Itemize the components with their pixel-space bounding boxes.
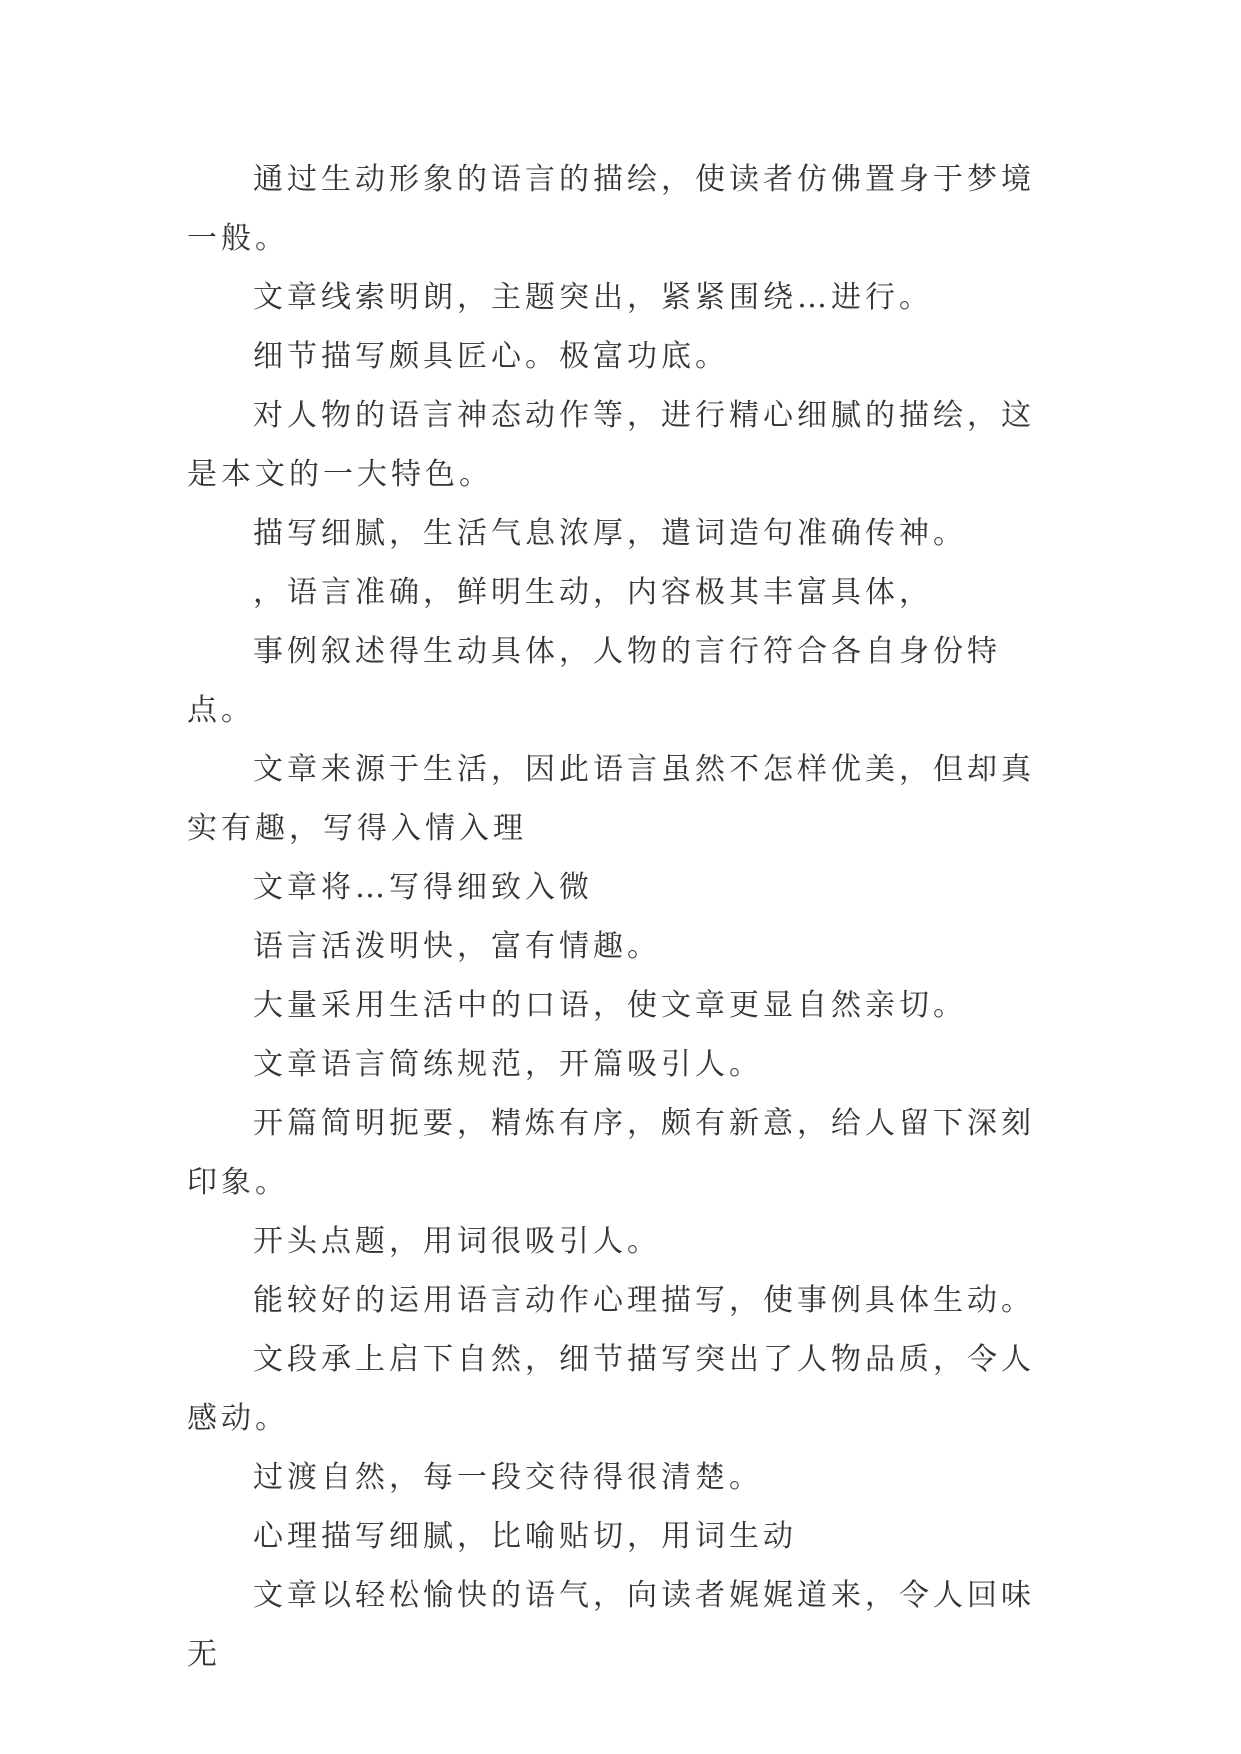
paragraph: 开头点题，用词很吸引人。 (253, 1224, 661, 1259)
paragraph: 文章线索明朗，主题突出，紧紧围绕…进行。 (253, 280, 933, 315)
paragraph: 大量采用生活中的口语，使文章更显自然亲切。 (253, 988, 967, 1023)
paragraph: 对人物的语言神态动作等，进行精心细腻的描绘，这是本文的一大特色。 (187, 398, 1035, 492)
paragraph: ，语言准确，鲜明生动，内容极其丰富具体， (253, 575, 933, 610)
paragraph: 文章语言简练规范，开篇吸引人。 (253, 1047, 763, 1082)
paragraph: 能较好的运用语言动作心理描写，使事例具体生动。 (253, 1283, 1035, 1318)
paragraph: 事例叙述得生动具体，人物的言行符合各自身份特点。 (187, 634, 1001, 728)
paragraph: 语言活泼明快，富有情趣。 (253, 929, 661, 964)
paragraph: 心理描写细腻，比喻贴切，用词生动 (253, 1519, 797, 1554)
paragraph: 通过生动形象的语言的描绘，使读者仿佛置身于梦境一般。 (187, 162, 1035, 256)
paragraph: 开篇简明扼要，精炼有序，颇有新意，给人留下深刻印象。 (187, 1106, 1035, 1200)
paragraph: 文章将…写得细致入微 (253, 870, 593, 905)
paragraph: 描写细腻，生活气息浓厚，遣词造句准确传神。 (253, 516, 967, 551)
document-body (187, 150, 1047, 1684)
paragraph: 文章以轻松愉快的语气，向读者娓娓道来，令人回味无 (187, 1578, 1035, 1672)
paragraph: 细节描写颇具匠心。极富功底。 (253, 339, 729, 374)
paragraph: 文章来源于生活，因此语言虽然不怎样优美，但却真实有趣，写得入情入理 (187, 752, 1035, 846)
paragraph: 过渡自然，每一段交待得很清楚。 (253, 1460, 763, 1495)
paragraph: 文段承上启下自然，细节描写突出了人物品质，令人感动。 (187, 1342, 1035, 1436)
